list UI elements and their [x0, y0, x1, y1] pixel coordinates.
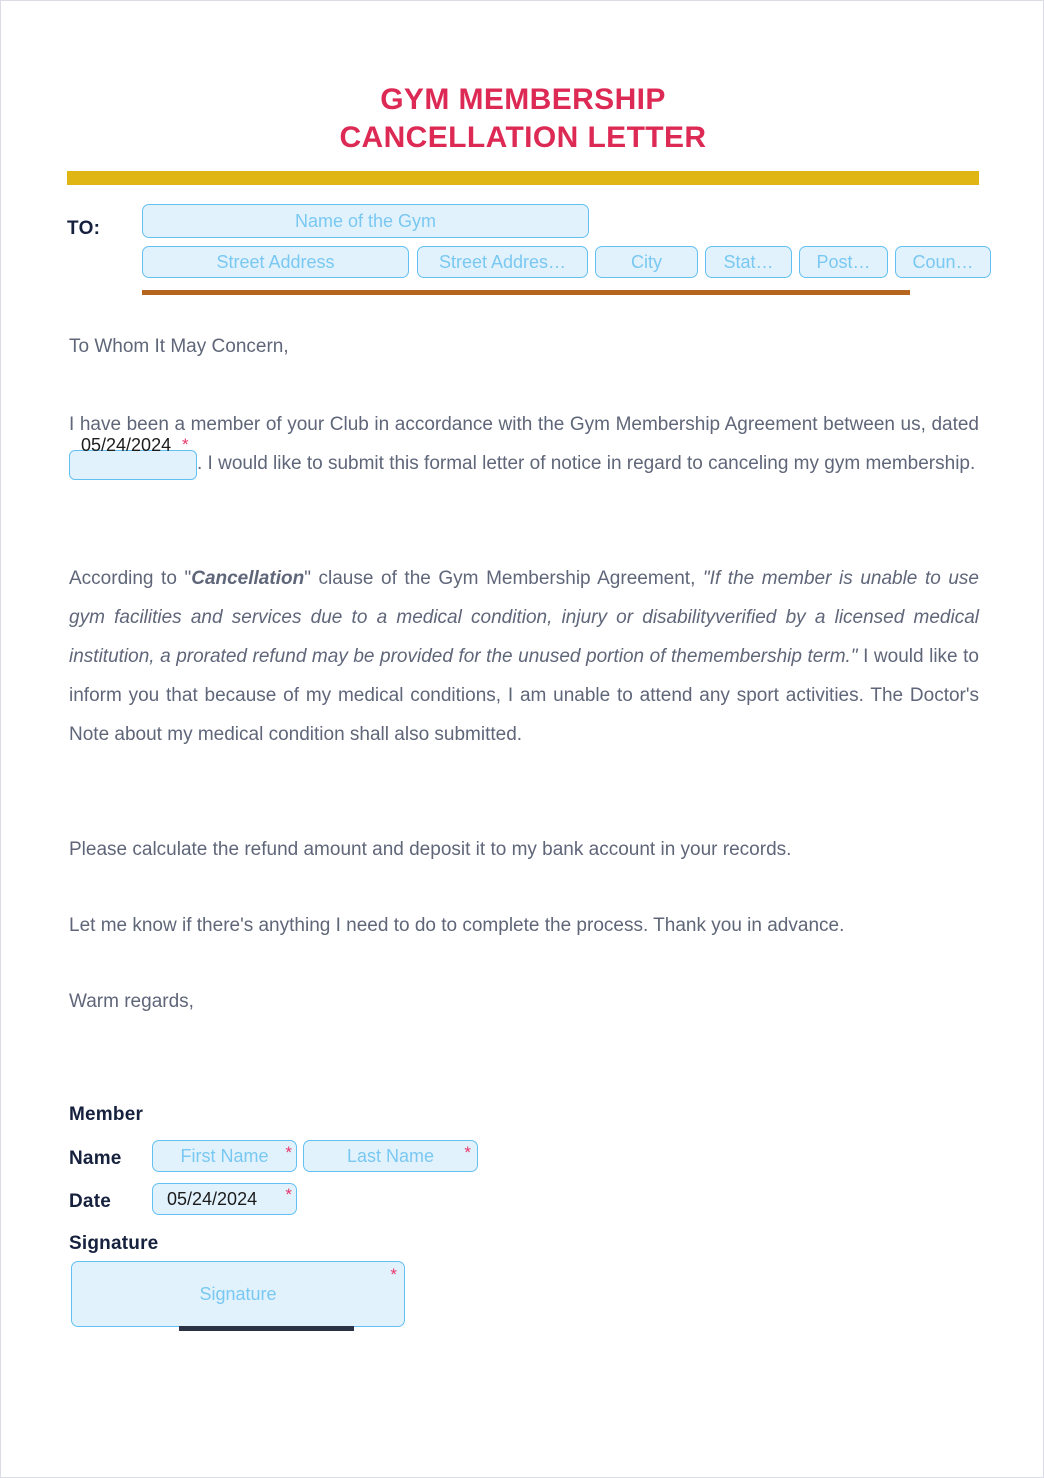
paragraph-refund-request: Please calculate the refund amount and deposit it to my bank account in your records.	[69, 839, 792, 860]
street-address-2-input[interactable]	[417, 246, 588, 278]
signature-baseline	[179, 1326, 354, 1331]
title-line-2: CANCELLATION LETTER	[339, 121, 707, 154]
last-name-placeholder-text: Last Name	[346, 1145, 435, 1166]
postal-code-input[interactable]	[799, 246, 888, 278]
member-date-input[interactable]	[152, 1183, 297, 1215]
title-line-1: GYM MEMBERSHIP	[380, 83, 666, 116]
agreement-date-required-asterisk: *	[182, 435, 189, 454]
first-name-required-asterisk: *	[285, 1143, 292, 1162]
member-section-label: Member	[69, 1104, 144, 1125]
country-input[interactable]	[895, 246, 991, 278]
member-signature-label: Signature	[69, 1233, 159, 1254]
last-name-input[interactable]	[303, 1140, 478, 1172]
country-placeholder-text: Coun…	[912, 251, 974, 272]
salutation-text: To Whom It May Concern,	[69, 336, 289, 357]
member-date-value: 05/24/2024	[167, 1188, 258, 1209]
paragraph-agreement-after-date: . I would like to submit this formal letter of notice in regard to canceling my gym membership.	[197, 453, 976, 474]
member-name-label: Name	[69, 1148, 122, 1169]
signature-input[interactable]	[71, 1261, 405, 1327]
city-input[interactable]	[595, 246, 698, 278]
paragraph-agreement	[69, 405, 979, 483]
clause-mid-text: " clause of the Gym Membership Agreement,	[304, 568, 703, 589]
street-address-2-placeholder-text: Street Addres…	[438, 251, 567, 272]
clause-quote-text: "If the member is unable to use gym facilities and services due to a medical condition, injury or disabilityverified by a licensed medical institution, a prorated refund may be provided for the unused portion of themembership term."	[69, 568, 979, 667]
first-name-input[interactable]	[152, 1140, 297, 1172]
member-date-label: Date	[69, 1191, 111, 1212]
street-address-placeholder-text: Street Address	[216, 251, 335, 272]
paragraph-cancellation-clause	[69, 559, 979, 754]
paragraph-closing-note: Let me know if there's anything I need to do to complete the process. Thank you in advance.	[69, 915, 845, 936]
last-name-required-asterisk: *	[464, 1143, 471, 1162]
clause-name-text: Cancellation	[191, 568, 305, 589]
signature-placeholder-text: Signature	[199, 1283, 277, 1304]
agreement-date-field-wrapper[interactable]	[69, 435, 197, 477]
state-placeholder-text: Stat…	[723, 251, 774, 272]
page-title	[1, 81, 1044, 157]
recipient-label: TO:	[67, 218, 101, 239]
gym-name-input[interactable]	[142, 204, 589, 238]
clause-lead-text: According to "	[69, 568, 192, 589]
street-address-input[interactable]	[142, 246, 409, 278]
signature-required-asterisk: *	[390, 1265, 397, 1284]
first-name-placeholder-text: First Name	[180, 1145, 269, 1166]
paragraph-agreement-before-date: I have been a member of your Club in accordance with the Gym Membership Agreement between us, dated	[69, 414, 979, 435]
gold-divider-bar	[67, 171, 979, 185]
paragraph-sign-off: Warm regards,	[69, 991, 194, 1012]
member-date-required-asterisk: *	[285, 1185, 292, 1204]
agreement-date-value: 05/24/2024	[81, 435, 172, 455]
clause-tail-text: I would like to inform you that because of my medical conditions, I am unable to attend any sport activities. The Doctor's Note about my medical condition shall also submitted.	[69, 646, 979, 745]
brown-divider-bar	[142, 290, 910, 295]
state-input[interactable]	[705, 246, 792, 278]
city-placeholder-text: City	[631, 251, 662, 272]
postal-code-placeholder-text: Post…	[816, 251, 871, 272]
gym-name-placeholder-text: Name of the Gym	[294, 210, 437, 231]
